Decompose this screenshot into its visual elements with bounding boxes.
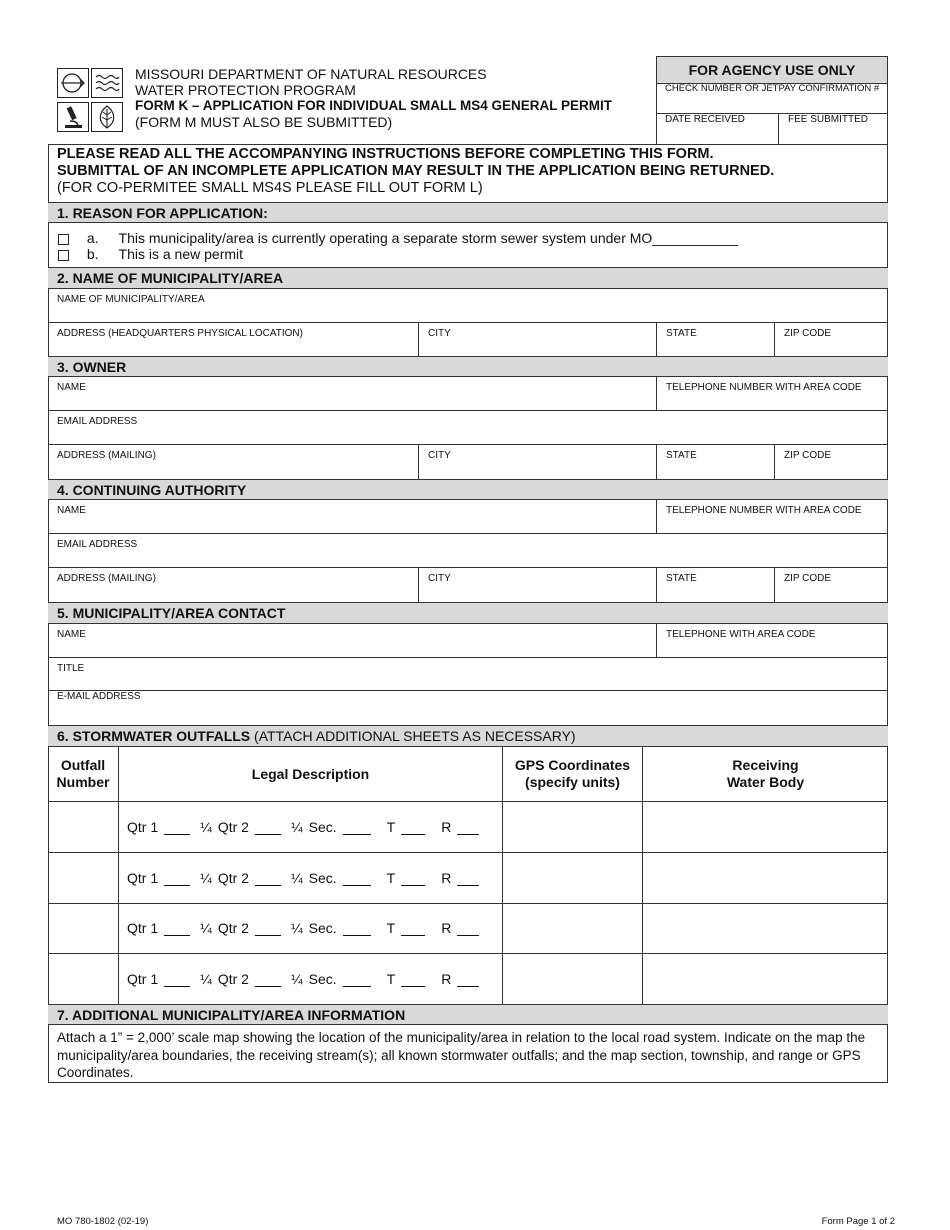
owner-zip-field[interactable] [775, 445, 888, 480]
receiving-water-cell[interactable] [643, 802, 888, 853]
owner-name-field[interactable] [48, 377, 657, 411]
authority-email-label: EMAIL ADDRESS [57, 539, 138, 550]
form-number: MO 780-1802 (02-19) [57, 1216, 149, 1227]
section-4-title: 4. CONTINUING AUTHORITY [57, 482, 247, 498]
township-blank[interactable] [401, 873, 425, 886]
authority-phone-label: TELEPHONE NUMBER WITH AREA CODE [666, 505, 862, 516]
section-6-title: 6. STORMWATER OUTFALLS [57, 728, 251, 744]
contact-email-field[interactable] [48, 691, 888, 726]
township-label: T [386, 819, 396, 835]
owner-phone-label: TELEPHONE NUMBER WITH AREA CODE [666, 382, 862, 393]
instructions-line-2: SUBMITTAL OF AN INCOMPLETE APPLICATION MAY RESULT IN THE APPLICATION BEING RETURNED. [57, 163, 775, 179]
legal-description-line [127, 819, 479, 835]
qtr2-blank[interactable] [255, 822, 281, 835]
qtr1-label: Qtr 1 [127, 870, 159, 886]
qtr1-label: Qtr 1 [127, 819, 159, 835]
contact-name-field[interactable] [48, 624, 657, 658]
qtr2-blank[interactable] [255, 974, 281, 987]
qtr2-label: Qtr 2 [217, 819, 249, 835]
reason-a-checkbox[interactable] [58, 234, 69, 245]
water-header-line-2: Water Body [726, 774, 805, 790]
check-number-field[interactable] [657, 84, 887, 114]
qtr1-blank[interactable] [164, 873, 190, 886]
qtr2-label: Qtr 2 [217, 870, 249, 886]
qtr1-blank[interactable] [164, 974, 190, 987]
legal-description-line [127, 870, 479, 886]
gps-coordinates-header [503, 747, 643, 802]
qtr2-label: Qtr 2 [217, 920, 249, 936]
quarter-mark: ¼ [200, 819, 212, 835]
owner-email-field[interactable] [48, 411, 888, 445]
receiving-water-cell[interactable] [643, 853, 888, 904]
quarter-mark: ¼ [200, 920, 212, 936]
agency-name: MISSOURI DEPARTMENT OF NATURAL RESOURCES [135, 66, 487, 82]
water-waves-icon [92, 69, 122, 97]
township-blank[interactable] [401, 822, 425, 835]
qtr2-label: Qtr 2 [217, 971, 249, 987]
quarter-mark: ¼ [290, 920, 303, 936]
instructions-line-3: (FOR CO-PERMITEE SMALL MS4S PLEASE FILL OUT FORM L) [57, 180, 483, 196]
section-5-title: 5. MUNICIPALITY/AREA CONTACT [57, 605, 286, 621]
gps-header-line-1: GPS Coordinates [514, 757, 631, 773]
township-label: T [386, 920, 396, 936]
legal-description-cell[interactable] [119, 903, 503, 954]
authority-name-label: NAME [57, 505, 86, 516]
quarter-mark: ¼ [290, 819, 303, 835]
owner-city-label: CITY [428, 450, 451, 461]
owner-state-label: STATE [666, 450, 697, 461]
reason-a-letter: a. [86, 230, 99, 246]
range-label: R [441, 920, 452, 936]
owner-name-label: NAME [57, 382, 86, 393]
sec-label: Sec. [308, 870, 337, 886]
sec-label: Sec. [308, 971, 337, 987]
reason-a-text: This municipality/area is currently operating a separate storm sewer system under MO___________ [118, 230, 738, 246]
program-name: WATER PROTECTION PROGRAM [135, 82, 356, 98]
hq-zip-label: ZIP CODE [784, 328, 832, 339]
receiving-water-cell[interactable] [643, 954, 888, 1005]
township-blank[interactable] [401, 923, 425, 936]
municipality-name-label: NAME OF MUNICIPALITY/AREA [57, 294, 205, 305]
gps-coordinates-cell[interactable] [503, 853, 643, 904]
contact-email-label: E-MAIL ADDRESS [57, 691, 141, 702]
range-label: R [441, 819, 452, 835]
quarter-mark: ¼ [290, 870, 303, 886]
authority-city-label: CITY [428, 573, 451, 584]
reason-b-checkbox[interactable] [58, 250, 69, 261]
hq-city-label: CITY [428, 328, 451, 339]
quarter-mark: ¼ [200, 971, 212, 987]
reason-b-letter: b. [86, 246, 99, 262]
section-4-header [48, 480, 888, 500]
qtr1-label: Qtr 1 [127, 971, 159, 987]
legal-description-cell[interactable] [119, 954, 503, 1005]
sec-blank[interactable] [343, 873, 371, 886]
section-1-title: 1. REASON FOR APPLICATION: [57, 205, 268, 221]
owner-email-label: EMAIL ADDRESS [57, 416, 138, 427]
sec-blank[interactable] [343, 974, 371, 987]
microscope-icon [58, 103, 88, 131]
gps-coordinates-cell[interactable] [503, 802, 643, 853]
contact-name-label: NAME [57, 629, 86, 640]
receiving-water-cell[interactable] [643, 903, 888, 954]
legal-description-cell[interactable] [119, 853, 503, 904]
agency-use-box [656, 56, 888, 145]
authority-zip-field[interactable] [775, 568, 888, 603]
outfall-header-line-2: Number [56, 774, 110, 790]
date-received-label: DATE RECEIVED [665, 114, 745, 125]
owner-city-field[interactable] [419, 445, 657, 480]
legal-description-header [119, 747, 503, 802]
qtr1-label: Qtr 1 [127, 920, 159, 936]
hq-state-field[interactable] [657, 323, 775, 357]
range-label: R [441, 971, 452, 987]
sec-blank[interactable] [343, 822, 371, 835]
authority-city-field[interactable] [419, 568, 657, 603]
contact-title-label: TITLE [57, 663, 85, 674]
owner-phone-field[interactable] [657, 377, 888, 411]
check-number-label: CHECK NUMBER OR JETPAY CONFIRMATION # [665, 83, 880, 94]
owner-address-field[interactable] [48, 445, 419, 480]
authority-state-label: STATE [666, 573, 697, 584]
owner-state-field[interactable] [657, 445, 775, 480]
instructions-line-1: PLEASE READ ALL THE ACCOMPANYING INSTRUCTIONS BEFORE COMPLETING THIS FORM. [57, 146, 714, 162]
contact-title-field[interactable] [48, 658, 888, 691]
range-blank[interactable] [457, 923, 479, 936]
municipality-name-field[interactable] [48, 289, 888, 323]
section-7-title: 7. ADDITIONAL MUNICIPALITY/AREA INFORMATION [57, 1007, 406, 1023]
owner-address-label: ADDRESS (MAILING) [57, 450, 156, 461]
township-label: T [386, 870, 396, 886]
receiving-water-header [643, 747, 888, 802]
qtr2-blank[interactable] [255, 873, 281, 886]
fee-submitted-field[interactable] [779, 114, 887, 144]
township-label: T [386, 971, 396, 987]
instructions-block [57, 146, 882, 197]
authority-address-field[interactable] [48, 568, 419, 603]
quarter-mark: ¼ [290, 971, 303, 987]
hq-address-label: ADDRESS (HEADQUARTERS PHYSICAL LOCATION) [57, 328, 303, 339]
section-7-header [48, 1004, 888, 1025]
gps-header-line-2: (specify units) [525, 774, 620, 790]
qtr1-blank[interactable] [164, 822, 190, 835]
section-6-header [48, 726, 888, 747]
outfall-header-line-1: Outfall [60, 757, 106, 773]
outfall-number-cell[interactable] [48, 903, 119, 954]
hq-city-field[interactable] [419, 323, 657, 357]
range-blank[interactable] [457, 822, 479, 835]
water-header-line-1: Receiving [732, 757, 799, 773]
sec-blank[interactable] [343, 923, 371, 936]
authority-address-label: ADDRESS (MAILING) [57, 573, 156, 584]
hq-zip-field[interactable] [775, 323, 888, 357]
section-3-header [48, 357, 888, 377]
section-6-note: (ATTACH ADDITIONAL SHEETS AS NECESSARY) [250, 728, 576, 744]
authority-state-field[interactable] [657, 568, 775, 603]
hq-address-field[interactable] [48, 323, 419, 357]
range-blank[interactable] [457, 873, 479, 886]
form-title: FORM K – APPLICATION FOR INDIVIDUAL SMALL MS4 GENERAL PERMIT [135, 98, 613, 113]
reason-b-text: This is a new permit [118, 246, 244, 262]
authority-email-field[interactable] [48, 534, 888, 568]
form-note: (FORM M MUST ALSO BE SUBMITTED) [135, 114, 393, 130]
authority-zip-label: ZIP CODE [784, 573, 832, 584]
authority-name-field[interactable] [48, 500, 657, 534]
page-number: Form Page 1 of 2 [821, 1216, 895, 1227]
legal-description-line [127, 971, 479, 987]
section-5-header [48, 603, 888, 624]
outfall-number-cell[interactable] [48, 853, 119, 904]
sec-label: Sec. [308, 920, 337, 936]
legal-description-line [127, 920, 479, 936]
leaf-icon [92, 103, 122, 131]
outfall-number-header [48, 747, 119, 802]
fee-submitted-label: FEE SUBMITTED [788, 114, 869, 125]
contact-phone-label: TELEPHONE WITH AREA CODE [666, 629, 816, 640]
date-received-field[interactable] [657, 114, 779, 144]
section-2-header [48, 267, 888, 289]
section-7-instructions: Attach a 1” = 2,000’ scale map showing the location of the municipality/area in relation to the local road system. Indicate on the map the municipality/area boundaries, the receiving stream(s); all known stormwater outfalls; and the map section, township, and range or GPS Coordinates. [57, 1030, 866, 1080]
reason-option-a[interactable] [58, 230, 858, 246]
gps-coordinates-cell[interactable] [503, 954, 643, 1005]
legal-description-title: Legal Description [251, 766, 370, 782]
hq-state-label: STATE [666, 328, 697, 339]
contact-phone-field[interactable] [657, 624, 888, 658]
section-2-title: 2. NAME OF MUNICIPALITY/AREA [57, 270, 284, 286]
qtr1-blank[interactable] [164, 923, 190, 936]
dnr-seal [57, 68, 125, 134]
range-label: R [441, 870, 452, 886]
legal-description-cell[interactable] [119, 802, 503, 853]
authority-phone-field[interactable] [657, 500, 888, 534]
sun-arrow-icon [58, 69, 88, 97]
quarter-mark: ¼ [200, 870, 212, 886]
agency-use-title: FOR AGENCY USE ONLY [657, 57, 887, 84]
outfall-number-cell[interactable] [48, 802, 119, 853]
gps-coordinates-cell[interactable] [503, 903, 643, 954]
section-1-header [48, 202, 888, 223]
sec-label: Sec. [308, 819, 337, 835]
range-blank[interactable] [457, 974, 479, 987]
section-3-title: 3. OWNER [57, 359, 127, 375]
header-text [135, 66, 655, 130]
owner-zip-label: ZIP CODE [784, 450, 832, 461]
township-blank[interactable] [401, 974, 425, 987]
outfall-number-cell[interactable] [48, 954, 119, 1005]
reason-option-b[interactable] [58, 246, 858, 262]
qtr2-blank[interactable] [255, 923, 281, 936]
